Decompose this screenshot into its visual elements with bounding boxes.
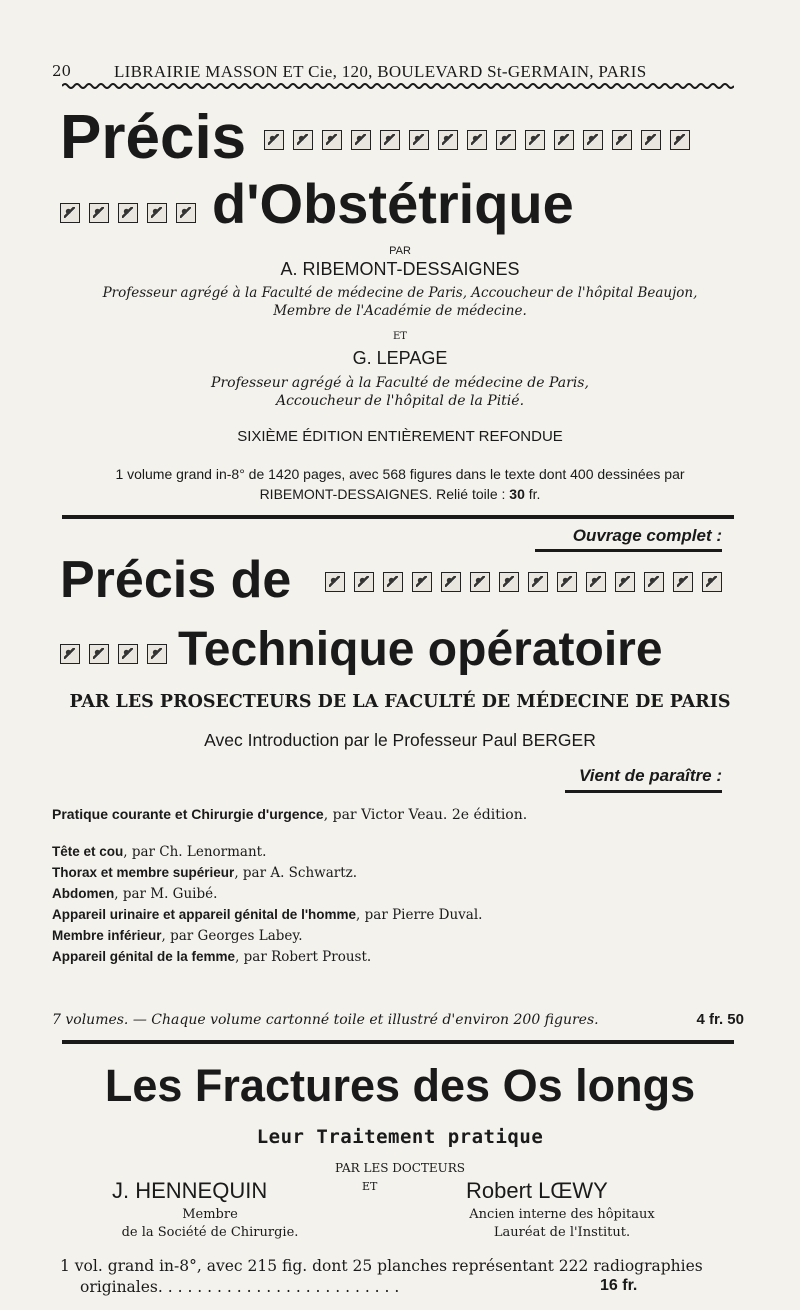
volume-title: Appareil génital de la femme — [52, 949, 236, 964]
page-number: 20 — [52, 62, 72, 80]
list-item — [52, 886, 752, 907]
book3-author2-desc: Lauréat de l'Institut. — [493, 1225, 631, 1240]
book1-author1-desc: Membre de l'Académie de médecine. — [273, 303, 527, 319]
ornament-icon — [89, 644, 109, 664]
list-item — [52, 844, 752, 865]
book3-author2-name: Robert LŒWY — [466, 1178, 608, 1203]
publisher-line: LIBRAIRIE MASSON ET Cie, 120, BOULEVARD St-GERMAIN, PARIS — [114, 62, 647, 81]
ornament-icon — [470, 572, 490, 592]
book1-author2-desc: Accoucheur de l'hôpital de la Pitié. — [275, 393, 525, 409]
ornament-icon — [557, 572, 577, 592]
book1-price: 30 — [509, 486, 525, 502]
volume-title: Tête et cou — [52, 844, 124, 859]
ornament-icon — [293, 130, 313, 150]
book3-et: ET — [362, 1180, 378, 1193]
ornament-icon — [147, 644, 167, 664]
ornament-icon — [176, 203, 196, 223]
header-ornament-rule — [62, 82, 734, 90]
ornament-icon — [118, 203, 138, 223]
list-item — [52, 928, 752, 949]
ornament-icon — [586, 572, 606, 592]
book1-details-unit: fr. — [524, 486, 541, 502]
book3-details: 1 vol. grand in-8°, avec 215 fig. dont 25 planches représentant 222 radiographies — [60, 1257, 703, 1275]
book2-intro: Avec Introduction par le Professeur Paul BERGER — [204, 730, 596, 750]
book3-title: Les Fractures des Os longs — [104, 1060, 696, 1111]
volume-author: , par Ch. Lenormant. — [123, 844, 267, 860]
ornament-icon — [467, 130, 487, 150]
ornament-tiles — [60, 644, 176, 668]
book1-author2-name: G. LEPAGE — [352, 348, 448, 368]
book3-author1-desc: Membre — [182, 1207, 238, 1222]
book1-author2-desc: Professeur agrégé à la Faculté de médecine de Paris, — [211, 375, 589, 391]
ornament-icon — [612, 130, 632, 150]
ornament-icon — [383, 572, 403, 592]
book3-author1-desc: de la Société de Chirurgie. — [121, 1225, 299, 1240]
volume-title: Pratique courante et Chirurgie d'urgence — [52, 806, 324, 822]
volume-author: , par A. Schwartz. — [234, 865, 358, 881]
ornament-icon — [380, 130, 400, 150]
ornament-icon — [412, 572, 432, 592]
ornament-icon — [322, 130, 342, 150]
book2-authors: PAR LES PROSECTEURS DE LA FACULTÉ DE MÉDECINE DE PARIS — [69, 692, 731, 712]
ornament-icon — [354, 572, 374, 592]
book2-title-line1: Précis de — [60, 551, 292, 609]
list-item — [52, 865, 752, 886]
volume-title: Abdomen — [52, 886, 115, 901]
ornament-icon — [499, 572, 519, 592]
ornament-icon — [118, 644, 138, 664]
book1-et: ET — [393, 331, 407, 342]
ornament-tiles — [325, 572, 731, 596]
book1-edition: SIXIÈME ÉDITION ENTIÈREMENT REFONDUE — [237, 428, 563, 445]
status-underline — [565, 790, 722, 793]
book1-author1-name: A. RIBEMONT-DESSAIGNES — [280, 259, 520, 279]
book3-author2-desc: Ancien interne des hôpitaux — [469, 1207, 655, 1222]
volume-title: Appareil urinaire et appareil génital de l'homme — [52, 907, 357, 922]
book2-price: 4 fr. 50 — [696, 1011, 744, 1028]
book3-price: 16 fr. — [600, 1277, 638, 1294]
list-item — [52, 806, 752, 828]
volume-author: , par M. Guibé. — [114, 886, 218, 902]
ornament-icon — [351, 130, 371, 150]
book1-title-line1: Précis — [60, 103, 247, 172]
book2-new-status: Vient de paraître : — [579, 766, 722, 785]
ornament-icon — [441, 572, 461, 592]
book3-details: originales. . . . . . . . . . . . . . . . . . . . . . . . . — [80, 1278, 400, 1296]
volume-author: , par Pierre Duval. — [356, 907, 483, 923]
volume-list — [52, 806, 752, 970]
book2-summary: 7 volumes. — Chaque volume cartonné toile et illustré d'environ 200 figures. — [52, 1012, 599, 1028]
ornament-tiles — [264, 130, 699, 154]
ornament-icon — [673, 572, 693, 592]
section-divider — [62, 515, 734, 519]
ornament-icon — [147, 203, 167, 223]
ornament-icon — [670, 130, 690, 150]
book2-status: Ouvrage complet : — [572, 526, 722, 545]
volume-author: , par Georges Labey. — [161, 928, 303, 944]
book1-author1-desc: Professeur agrégé à la Faculté de médecine de Paris, Accoucheur de l'hôpital Beaujon, — [102, 285, 698, 301]
list-item — [52, 907, 752, 928]
ornament-icon — [554, 130, 574, 150]
ornament-icon — [409, 130, 429, 150]
ornament-icon — [641, 130, 661, 150]
ornament-icon — [615, 572, 635, 592]
book3-par: PAR LES DOCTEURS — [334, 1161, 466, 1175]
book1-details-text: RIBEMONT-DESSAIGNES. Relié toile : — [259, 486, 510, 502]
book1-details: 1 volume grand in-8° de 1420 pages, avec 568 figures dans le texte dont 400 dessinées par — [115, 466, 685, 482]
ornament-tiles — [60, 203, 205, 227]
ornament-icon — [438, 130, 458, 150]
book2-title-line2: Technique opératoire — [178, 623, 663, 676]
book3-subtitle: Leur Traitement pratique — [256, 1126, 544, 1148]
volume-title: Thorax et membre supérieur — [52, 865, 235, 880]
list-item — [52, 949, 752, 970]
volume-author: , par Victor Veau. 2e édition. — [323, 807, 528, 823]
ornament-icon — [60, 203, 80, 223]
volume-title: Membre inférieur — [52, 928, 162, 943]
ornament-icon — [528, 572, 548, 592]
ornament-icon — [60, 644, 80, 664]
ornament-icon — [89, 203, 109, 223]
section-divider — [62, 1040, 734, 1044]
ornament-icon — [496, 130, 516, 150]
status-underline — [535, 549, 722, 552]
ornament-icon — [702, 572, 722, 592]
ornament-icon — [525, 130, 545, 150]
book1-details — [40, 486, 760, 502]
page-header — [52, 62, 732, 84]
ornament-icon — [583, 130, 603, 150]
ornament-icon — [325, 572, 345, 592]
book1-par: PAR — [389, 245, 411, 257]
ornament-icon — [644, 572, 664, 592]
volume-author: , par Robert Proust. — [235, 949, 372, 965]
ornament-icon — [264, 130, 284, 150]
book3-author1-name: J. HENNEQUIN — [112, 1178, 268, 1203]
book1-title-line2: d'Obstétrique — [212, 172, 574, 235]
